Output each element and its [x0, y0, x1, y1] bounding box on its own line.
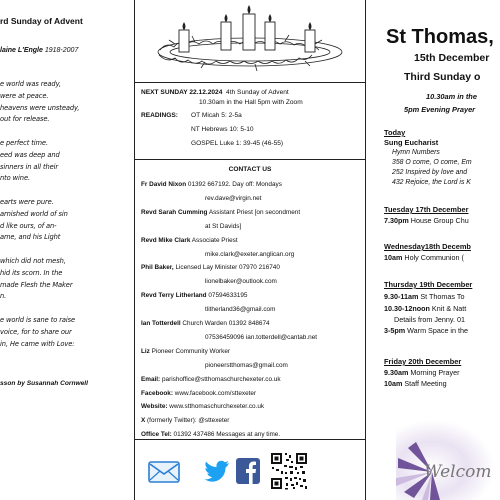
poem-line: earts were pure.	[0, 198, 54, 206]
contact-detail: Licensed Lay Minister 07970 216740	[173, 264, 280, 272]
sunday-title: Third Sunday o	[404, 71, 481, 83]
welcome-banner-image	[396, 420, 500, 500]
event-time: 10am	[384, 379, 403, 388]
qr-code-icon[interactable]	[269, 451, 309, 491]
poem-line: arnished world of sin	[0, 209, 68, 218]
contact-detail: 07594633195	[206, 292, 248, 300]
contact-detail: rev.dave@virgin.net	[205, 194, 262, 202]
contact-row	[141, 237, 238, 244]
hymn-item: 432 Rejoice, the Lord is K	[392, 179, 471, 186]
contact-row	[205, 251, 294, 258]
contact-row	[141, 264, 280, 271]
contact-row	[141, 320, 270, 327]
contact-detail: Pioneer Community Worker	[149, 347, 231, 355]
poem-line: e perfect time.	[0, 139, 48, 147]
poem-line: hid its scorn. In the	[0, 268, 63, 277]
contact-row	[141, 181, 282, 188]
event-item	[384, 304, 466, 313]
contact-row	[205, 278, 277, 285]
readings-label: READINGS:	[141, 112, 178, 119]
contact-row	[205, 223, 241, 230]
event-item	[384, 253, 464, 262]
poem-line: n.	[0, 292, 7, 301]
contact-detail: (formerly Twitter): @sttexeter	[145, 417, 230, 425]
event-time: 7.30pm	[384, 216, 409, 225]
contact-row	[141, 431, 280, 438]
contact-name: Ian Totterdell	[141, 320, 181, 327]
contact-row	[141, 348, 230, 355]
hymn-item: 358 O come, O come, Em	[392, 159, 472, 166]
poem-line: heavens were unsteady,	[0, 103, 80, 112]
poem-line: e world is sane to raise	[0, 316, 76, 324]
event-text: St Thomas To	[418, 292, 465, 301]
contact-row	[141, 376, 281, 383]
facebook-icon[interactable]	[235, 457, 261, 485]
contact-name: Revd Mike Clark	[141, 236, 191, 244]
poem-panel	[0, 0, 132, 500]
event-item	[384, 326, 468, 335]
event-time: 10.30-12noon	[384, 304, 430, 313]
contact-detail: Associate Priest	[190, 236, 238, 244]
contact-detail: mike.clark@exeter.anglican.org	[205, 250, 295, 258]
church-name: St Thomas,	[386, 26, 494, 48]
reading-gospel: GOSPEL Luke 1: 39-45 (46-55)	[191, 140, 284, 147]
service-date: 15th December	[414, 52, 490, 64]
contact-name: Revd Sarah Cumming	[141, 208, 208, 216]
contact-row	[141, 292, 247, 299]
poem-header: rd Sunday of Advent	[0, 16, 83, 26]
poem-line: sinners in all their	[0, 162, 59, 171]
contact-us-title: CONTACT US	[228, 166, 272, 173]
contact-us-section	[135, 160, 365, 440]
day-heading: Wednesday18th Decemb	[384, 242, 471, 251]
hymn-item: 252 Inspired by love and	[392, 169, 468, 176]
contact-row	[205, 306, 275, 313]
next-sunday-box	[135, 82, 365, 160]
contact-name: Facebook:	[141, 389, 173, 397]
contact-row	[141, 403, 264, 410]
welcome-text: Welcom	[424, 462, 492, 482]
event-text: Knit & Natt	[429, 304, 467, 313]
event-item	[394, 315, 465, 324]
contact-detail: 01392 667192. Day off: Mondays	[186, 181, 282, 188]
hymn-numbers-label: Hymn Numbers	[392, 149, 440, 156]
poet-name: laine L'Engle	[0, 47, 43, 54]
next-sunday-line	[141, 89, 289, 98]
event-text: Morning Prayer	[408, 368, 460, 377]
event-text: Staff Meeting	[402, 379, 447, 388]
poem-source: sson by Susannah Cornwell	[0, 380, 88, 387]
contact-row	[205, 334, 317, 341]
poem-line: made Flesh the Maker	[0, 280, 73, 289]
poem-line: e world was ready,	[0, 80, 61, 88]
day-heading: Friday 20th December	[384, 357, 462, 366]
service-time: 10.30am in the	[426, 92, 477, 101]
contact-name: Website:	[141, 403, 168, 411]
event-text: Warm Space in the	[405, 326, 469, 335]
poem-line: in, He came with Love:	[0, 339, 75, 348]
contact-detail: tlitherland36@gmail.com	[205, 306, 276, 314]
event-item	[384, 216, 469, 225]
poem-line: ame, and his Light	[0, 233, 61, 242]
contact-row	[141, 417, 229, 424]
poem-line: out for release.	[0, 115, 50, 124]
poem-line: which did not mesh,	[0, 257, 66, 265]
contact-detail: pioneerstthomas@gmail.com	[205, 361, 288, 369]
event-item	[384, 292, 464, 301]
day-heading: Thursday 19th December	[384, 280, 473, 289]
event-text: Holy Communion (	[402, 253, 464, 262]
contact-row	[141, 209, 300, 216]
event-item	[384, 368, 460, 377]
contact-detail: 01392 437486 Messages at any time.	[171, 431, 281, 439]
poem-line: d like ours, of an-	[0, 221, 57, 230]
day-heading: Tuesday 17th December	[384, 205, 469, 214]
contact-name: Fr David Nixon	[141, 181, 187, 188]
evening-prayer: 5pm Evening Prayer	[404, 105, 476, 114]
contact-detail: parishoffice@stthomaschurchexeter.co.uk	[160, 375, 281, 383]
poet-credit	[0, 47, 78, 54]
contact-row	[205, 195, 261, 202]
poem-line: eed was deep and	[0, 150, 60, 159]
event-text: Details from Jenny. 01	[394, 315, 465, 324]
contact-detail: www.stthomaschurchexeter.co.uk	[167, 403, 265, 411]
event-time: 9.30-11am	[384, 292, 419, 301]
today-label: Today	[384, 128, 406, 137]
contact-name: X	[141, 417, 146, 425]
event-time: 9.30am	[384, 368, 409, 377]
contact-row	[205, 362, 288, 369]
event-time: 3-5pm	[384, 326, 406, 335]
twitter-icon[interactable]	[201, 457, 231, 485]
middle-panel	[134, 0, 366, 500]
notices-panel	[368, 0, 500, 500]
contact-detail: Church Warden 01392 848674	[180, 320, 270, 327]
next-sunday-time: 10.30am in the Hall 5pm with Zoom	[199, 99, 303, 106]
poem-line: were at peace.	[0, 91, 49, 100]
poem-line: voice, for to share our	[0, 327, 72, 336]
next-sunday-title: 4th Sunday of Advent	[226, 89, 289, 96]
contact-detail: lionelbaker@outlook.com	[205, 278, 277, 286]
advent-wreath-image	[135, 0, 365, 82]
contact-name: Liz	[141, 347, 150, 355]
event-time: 10am	[384, 253, 403, 262]
contact-name: Revd Terry Litherland	[141, 292, 207, 300]
contact-name: Phil Baker,	[141, 264, 174, 272]
contact-name: Email:	[141, 375, 161, 383]
social-icons-row	[135, 445, 365, 500]
contact-detail: at St Davids]	[205, 222, 242, 230]
contact-row	[141, 390, 256, 397]
poet-years: 1918-2007	[44, 47, 79, 54]
next-sunday-heading: NEXT SUNDAY 22.12.2024	[141, 89, 223, 96]
contact-detail: Assistant Priest [on secondment	[207, 208, 301, 216]
event-text: House Group Chu	[408, 216, 469, 225]
event-item	[384, 379, 447, 388]
eucharist-label: Sung Eucharist	[384, 138, 439, 147]
poem-line: nto wine.	[0, 174, 30, 183]
reading-nt: NT Hebrews 10: 5-10	[191, 126, 254, 133]
reading-ot: OT Micah 5: 2-5a	[191, 112, 242, 119]
email-icon[interactable]	[147, 459, 181, 485]
contact-detail: 07536459096 ian.totterdell@cantab.net	[205, 333, 318, 341]
contact-name: Office Tel:	[141, 431, 172, 439]
contact-detail: www.facebook.com/sttexeter	[172, 389, 257, 397]
